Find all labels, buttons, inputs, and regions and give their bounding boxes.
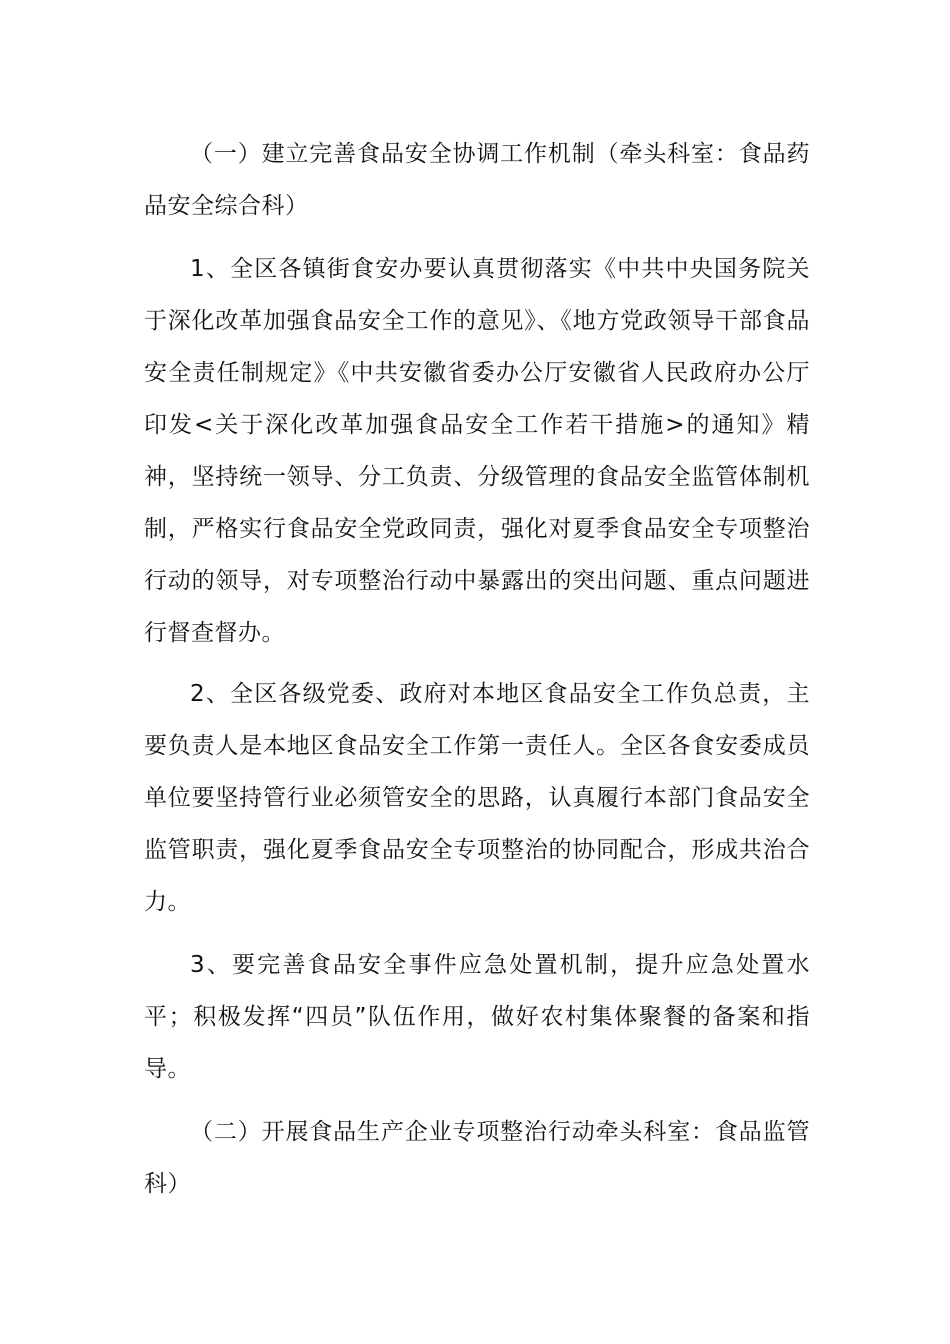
section-heading-2: （二）开展食品生产企业专项整治行动牵头科室：食品监管科） <box>144 1119 810 1197</box>
paragraph-item-1: 1、全区各镇街食安办要认真贯彻落实《中共中央国务院关于深化改革加强食品安全工作的意见》、《地方党政领导干部食品安全责任制规定》《中共安徽省委办公厅安徽省人民政府办公厅印发<关于深化改革加强食品安全工作若干措施>的通知》精神，坚持统一领导、分工负责、分级管理的食品安全监管体制机制，严格实行食品安全党政同责，强化对夏季食品安全专项整治行动的领导，对专项整治行动中暴露出的突出问题、重点问题进行督查督办。 <box>144 256 810 646</box>
document-body <box>144 128 810 1222</box>
section-heading-1: （一）建立完善食品安全协调工作机制（牵头科室：食品药品安全综合科） <box>144 141 810 219</box>
paragraph-item-3: 3、要完善食品安全事件应急处置机制，提升应急处置水平；积极发挥“四员”队伍作用，做好农村集体聚餐的备案和指导。 <box>144 952 810 1082</box>
paragraph-item-2: 2、全区各级党委、政府对本地区食品安全工作负总责，主要负责人是本地区食品安全工作第一责任人。全区各食安委成员单位要坚持管行业必须管安全的思路，认真履行本部门食品安全监管职责，强化夏季食品安全专项整治的协同配合，形成共治合力。 <box>144 681 810 915</box>
